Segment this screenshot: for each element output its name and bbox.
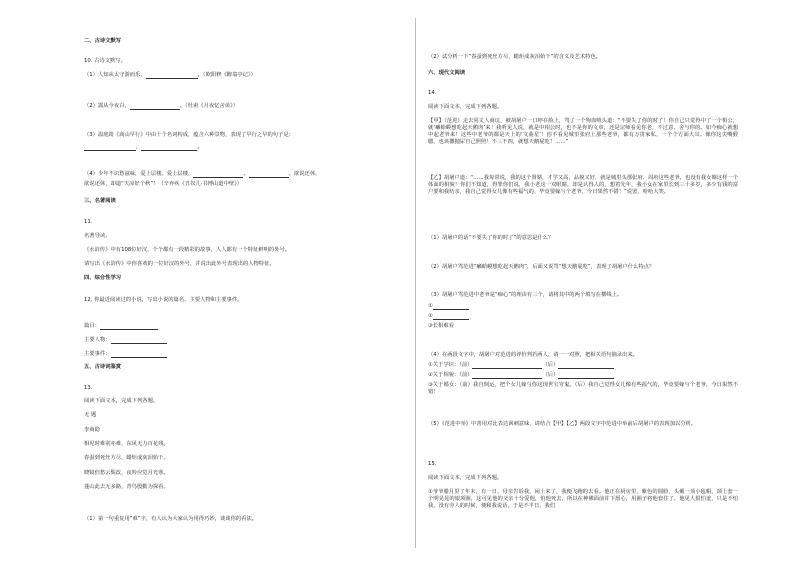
poem-author: 李商隐: [84, 427, 100, 433]
question-line: （2）试分析一下“春蚕到死丝方尽，蜡炬成灰泪始干”的含义及艺术特色。: [428, 54, 602, 60]
section-title: 四、综合性学习: [84, 275, 122, 281]
answer-blank[interactable]: [433, 314, 469, 320]
answer-blank[interactable]: [111, 352, 167, 358]
answer-blank[interactable]: [84, 145, 136, 151]
answer-blank[interactable]: [111, 338, 167, 344]
form-field: 主要人物：: [84, 337, 167, 344]
question-line: 阅读下面文本，完成下列各题。: [428, 104, 503, 110]
passage-jia: 【甲】（范进）走去同丈人商议，被胡屠户一口啐在脸上，骂了一个狗血喷头道：“不要失了你的时了！你自己只觉得中了一个相公，就‘癞蛤蟆想吃起天鹅肉’来！我听见人说，就是中相公时，也不是你的文章，还是宗师看见你老，不过意，舍与你的。如今痴心就想中起老爷来！这些中老爷的都是天上的‘文曲星’！你不看见城里张府上那些老爷，都有万贯家私，一个个方面大耳。像你这尖嘴猴腮，也该撒抛尿自己照照！不三不四，就想天鹅屁吃！……”: [428, 118, 738, 145]
question-number: 10. 古诗文默写。: [84, 58, 126, 64]
question-line: （5）《范进中举》中善用对比表达讽刺意味，请结合【甲】【乙】两段文字中范进中举前后胡屠户的表现加以分析。: [428, 421, 697, 427]
question-line: 阅读下面文本，完成下列各题。: [84, 398, 159, 404]
section-title: 六、现代文阅读: [428, 70, 466, 76]
answer-blank[interactable]: [433, 304, 469, 310]
passage-text: ①爷爷腊月里了年末，有一日，母亲告诉我，闲土来了，我便飞跑的去看。他正在厨房里，紫色的圆脸，头戴一顶小毡帽，颈上套一个明晃晃的银项圈，这可见他的父亲十分爱他，怕他死去，所以在神佛面前许下愿心，用圈子将他套住了。他见人很怕羞，只是不怕我，没有旁人的时候，便和我说话，于是不半日，我们: [428, 489, 738, 509]
answer-blank[interactable]: [130, 104, 180, 110]
question-line: 名著导读。: [84, 233, 111, 239]
question-line: 欲说还休，却道“天凉好个秋”！（辛弃疾《丑奴儿·书博山道中壁》）: [84, 181, 243, 187]
answer-blank[interactable]: [193, 172, 243, 178]
question-line: 《水浒传》中有108位好汉，个个都有一段精彩的故事，人人都有一个特征鲜明的外号。: [84, 247, 291, 253]
left-column: [84, 0, 404, 562]
column-divider: [415, 18, 416, 548]
question-number: 13.: [84, 385, 93, 391]
question-line: （1）胡屠户的话“不要失了你的时了”的意思是什么？: [428, 235, 554, 241]
question-line: （3）温庭筠《商山早行》中由十个名词构成，蕴含六种景物，表现了早行之早的句子是：: [84, 132, 294, 138]
question-line: （1）人知从太守游而乐， 。（欧阳修《醉翁亭记》）: [84, 72, 256, 78]
section-title: 五、古诗词鉴赏: [84, 364, 122, 370]
answer-line: ②: [428, 313, 469, 320]
section-title: 三、名著阅读: [84, 198, 116, 204]
answer-blank[interactable]: [558, 373, 614, 379]
form-field: 主要事件：: [84, 351, 167, 358]
answer-line: ②关于相貌：（前） （后）: [428, 372, 614, 379]
right-column: [428, 0, 748, 562]
question-number: 14.: [428, 90, 437, 96]
section-title: 二、古诗文默写: [84, 38, 122, 44]
poem-line: 蓬山此去无多路，青鸟殷勤为探看。: [84, 484, 169, 490]
question-line: 请写出《水浒传》中你喜欢的一位好汉的外号，并说出此外号表现出的人物特征。: [84, 261, 275, 267]
answer-blank[interactable]: [249, 172, 289, 178]
question-number: 12. 你最近阅读过的小说，写出小说的篇名、主要人物和主要事件。: [84, 297, 243, 303]
question-line: （2）胡屠户骂范进“癞蛤蟆想吃起天鹅肉”，后面又说骂“想天鹅屁吃”，表现了胡屠户什么特点？: [428, 264, 655, 270]
question-line: （3）胡屠户骂范进中老爷是“痴心”的理由有三个，请将其中的两个填写在横线上。: [428, 292, 623, 298]
poem-title: 无 题: [84, 412, 97, 418]
question-line: （4）在两段文字中，胡屠户对范进的评价判若两人，请一一对照，把相关语句摘录出来。: [428, 352, 638, 358]
answer-line: ③关于婚女：（前）我自倒运，把个女儿嫁与你这现世宝穷鬼。（后）我自己觉得女儿像有些福气的，毕竟要嫁与个老爷，今日果然不错！: [428, 382, 738, 395]
answer-line: ①关于学识：（前） （后）: [428, 362, 614, 369]
poem-line: 春蚕到死丝方尽，蜡炬成灰泪始干。: [84, 455, 169, 461]
answer-blank[interactable]: [146, 73, 198, 79]
question-line: ， 。: [84, 144, 203, 151]
question-line: （1）第一句重复用“难”字，有人认为大家认为用得巧妙，谈谈你的看法。: [84, 516, 258, 522]
poem-line: 相见时难别亦难，东风无力百花残。: [84, 441, 169, 447]
question-number: 15.: [428, 461, 437, 467]
answer-blank[interactable]: [472, 373, 542, 379]
question-line: （2）露从今夜白， 。（杜甫《月夜忆舍弟》）: [84, 103, 239, 109]
poem-line: 晓镜但愁云鬓改，夜吟应觉月光寒。: [84, 470, 169, 476]
question-line: （4）少年不识愁滋味，爱上层楼。爱上层楼， 。 。欲说还休，: [84, 171, 321, 177]
question-line: 阅读下面文本，完成下列各题。: [428, 475, 503, 481]
answer-blank[interactable]: [100, 324, 158, 330]
answer-blank[interactable]: [472, 363, 542, 369]
answer-line: ③长相难看: [428, 323, 454, 329]
passage-yi: 【乙】胡屠户道：“……我每常说，我的这个贤婿，才学又高，品貌又好，就是城里头那张府、周府这些老爷，也没有我女婿这样一个体面的相貌！你们不知道，得罪你们说，我小老这一双眼睛，却是认得人的，想着先年，我小女在家里长到三十多岁，多少有钱的富户要和我结亲，我自己觉得女儿像有些福气的，毕竟要嫁与个老爷，今日果然不错！”说罢，哈哈大笑。: [428, 175, 738, 195]
answer-blank[interactable]: [141, 145, 197, 151]
form-field: 篇目：: [84, 323, 158, 330]
answer-line: ①: [428, 303, 469, 310]
question-number: 11.: [84, 219, 93, 225]
answer-blank[interactable]: [558, 363, 614, 369]
